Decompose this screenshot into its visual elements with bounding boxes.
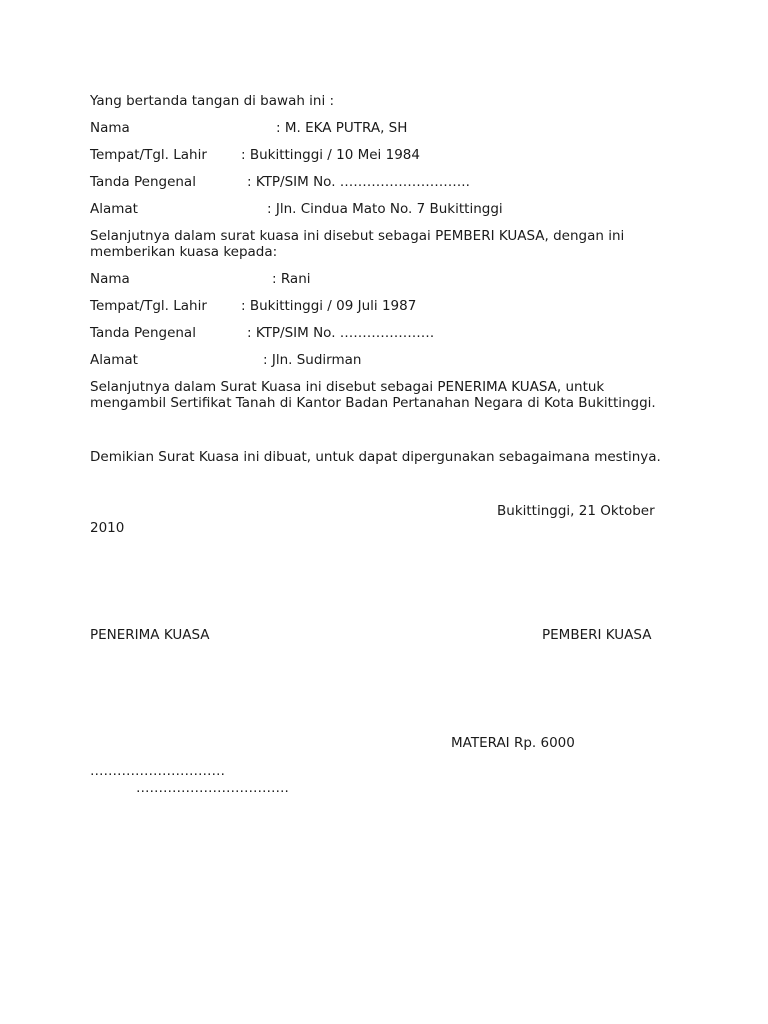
- place-date: Bukittinggi, 21 Oktober: [497, 503, 655, 519]
- pemberi-ttl-label: Tempat/Tgl. Lahir: [90, 147, 207, 163]
- penerima-id-value: : KTP/SIM No. …………………: [247, 325, 435, 341]
- closing-text: Demikian Surat Kuasa ini dibuat, untuk dapat dipergunakan sebagaimana mestinya.: [90, 449, 661, 465]
- signature-line-penerima: …………………………: [90, 763, 225, 779]
- pemberi-alamat-label: Alamat: [90, 201, 138, 217]
- penerima-kuasa-heading: PENERIMA KUASA: [90, 627, 210, 643]
- penerima-nama-value: : Rani: [272, 271, 311, 287]
- paragraph-penerima-kuasa: Selanjutnya dalam Surat Kuasa ini disebut sebagai PENERIMA KUASA, untuk mengambil Sertifikat Tanah di Kantor Badan Pertanahan Negara di Kota Bukittinggi.: [90, 379, 656, 411]
- penerima-alamat-label: Alamat: [90, 352, 138, 368]
- pemberi-nama-value: : M. EKA PUTRA, SH: [276, 120, 408, 136]
- penerima-id-label: Tanda Pengenal: [90, 325, 196, 341]
- penerima-ttl-value: : Bukittinggi / 09 Juli 1987: [241, 298, 417, 314]
- signature-line-pemberi: …………………………….: [136, 780, 289, 796]
- pemberi-kuasa-heading: PEMBERI KUASA: [542, 627, 652, 643]
- pemberi-id-label: Tanda Pengenal: [90, 174, 196, 190]
- pemberi-ttl-value: : Bukittinggi / 10 Mei 1984: [241, 147, 420, 163]
- penerima-nama-label: Nama: [90, 271, 130, 287]
- paragraph-pemberi-kuasa: Selanjutnya dalam surat kuasa ini disebut sebagai PEMBERI KUASA, dengan ini memberikan kuasa kepada:: [90, 228, 625, 260]
- pemberi-id-value: : KTP/SIM No. ………………………..: [247, 174, 470, 190]
- penerima-alamat-value: : Jln. Sudirman: [263, 352, 362, 368]
- letter-year: 2010: [90, 520, 125, 536]
- intro-text: Yang bertanda tangan di bawah ini :: [90, 93, 335, 109]
- pemberi-alamat-value: : Jln. Cindua Mato No. 7 Bukittinggi: [267, 201, 503, 217]
- materai-label: MATERAI Rp. 6000: [451, 735, 575, 751]
- pemberi-nama-label: Nama: [90, 120, 130, 136]
- penerima-ttl-label: Tempat/Tgl. Lahir: [90, 298, 207, 314]
